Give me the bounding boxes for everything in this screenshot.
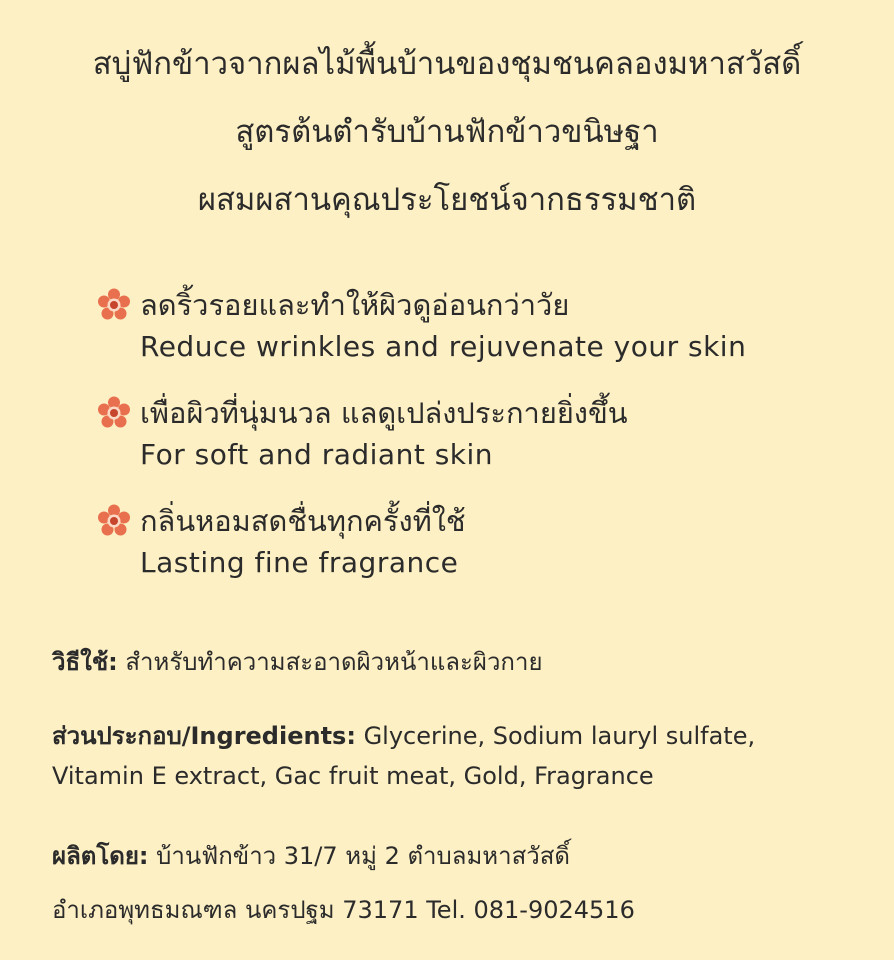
producer-section: [52, 836, 882, 930]
producer-address-line2: อำเภอพุทธมณฑล นครปฐม 73171 Tel. 081-9024516: [52, 896, 635, 924]
ingredients-text-line1: Glycerine, Sodium lauryl sulfate,: [363, 722, 756, 750]
ingredients-text-line2: Vitamin E extract, Gac fruit meat, Gold, Fragrance: [52, 762, 654, 790]
ingredients-label: ส่วนประกอบ/Ingredients:: [52, 722, 356, 750]
title-block: [0, 30, 894, 234]
benefit-item: [96, 282, 876, 363]
benefit-item: [96, 498, 876, 579]
flower-icon: [96, 503, 132, 539]
benefit-thai-text: กลิ่นหอมสดชื่นทุกครั้งที่ใช้: [140, 504, 466, 538]
flower-icon: [96, 395, 132, 431]
title-line-1: สบู่ฟักข้าวจากผลไม้พื้นบ้านของชุมชนคลองมหาสวัสดิ์: [92, 46, 802, 82]
usage-text: สำหรับทำความสะอาดผิวหน้าและผิวกาย: [125, 648, 543, 676]
flower-icon: [96, 287, 132, 323]
benefit-english-text: Lasting fine fragrance: [140, 546, 459, 579]
ingredients-section: [52, 716, 882, 796]
benefit-item: [96, 390, 876, 471]
benefit-english-text: For soft and radiant skin: [140, 438, 494, 471]
usage-label: วิธีใช้:: [52, 648, 118, 676]
title-line-3: ผสมผสานคุณประโยชน์จากธรรมชาติ: [197, 182, 697, 218]
benefit-thai-text: ลดริ้วรอยและทำให้ผิวดูอ่อนกว่าวัย: [140, 288, 570, 322]
producer-label: ผลิตโดย:: [52, 842, 149, 870]
producer-address-line1: บ้านฟักข้าว 31/7 หมู่ 2 ตำบลมหาสวัสดิ์: [156, 842, 570, 870]
title-line-2: สูตรต้นตำรับบ้านฟักข้าวขนิษฐา: [235, 114, 659, 150]
benefit-thai-text: เพื่อผิวที่นุ่มนวล แลดูเปล่งประกายยิ่งขึ้น: [140, 396, 628, 430]
usage-section: [52, 642, 882, 682]
benefit-english-text: Reduce wrinkles and rejuvenate your skin: [140, 330, 747, 363]
